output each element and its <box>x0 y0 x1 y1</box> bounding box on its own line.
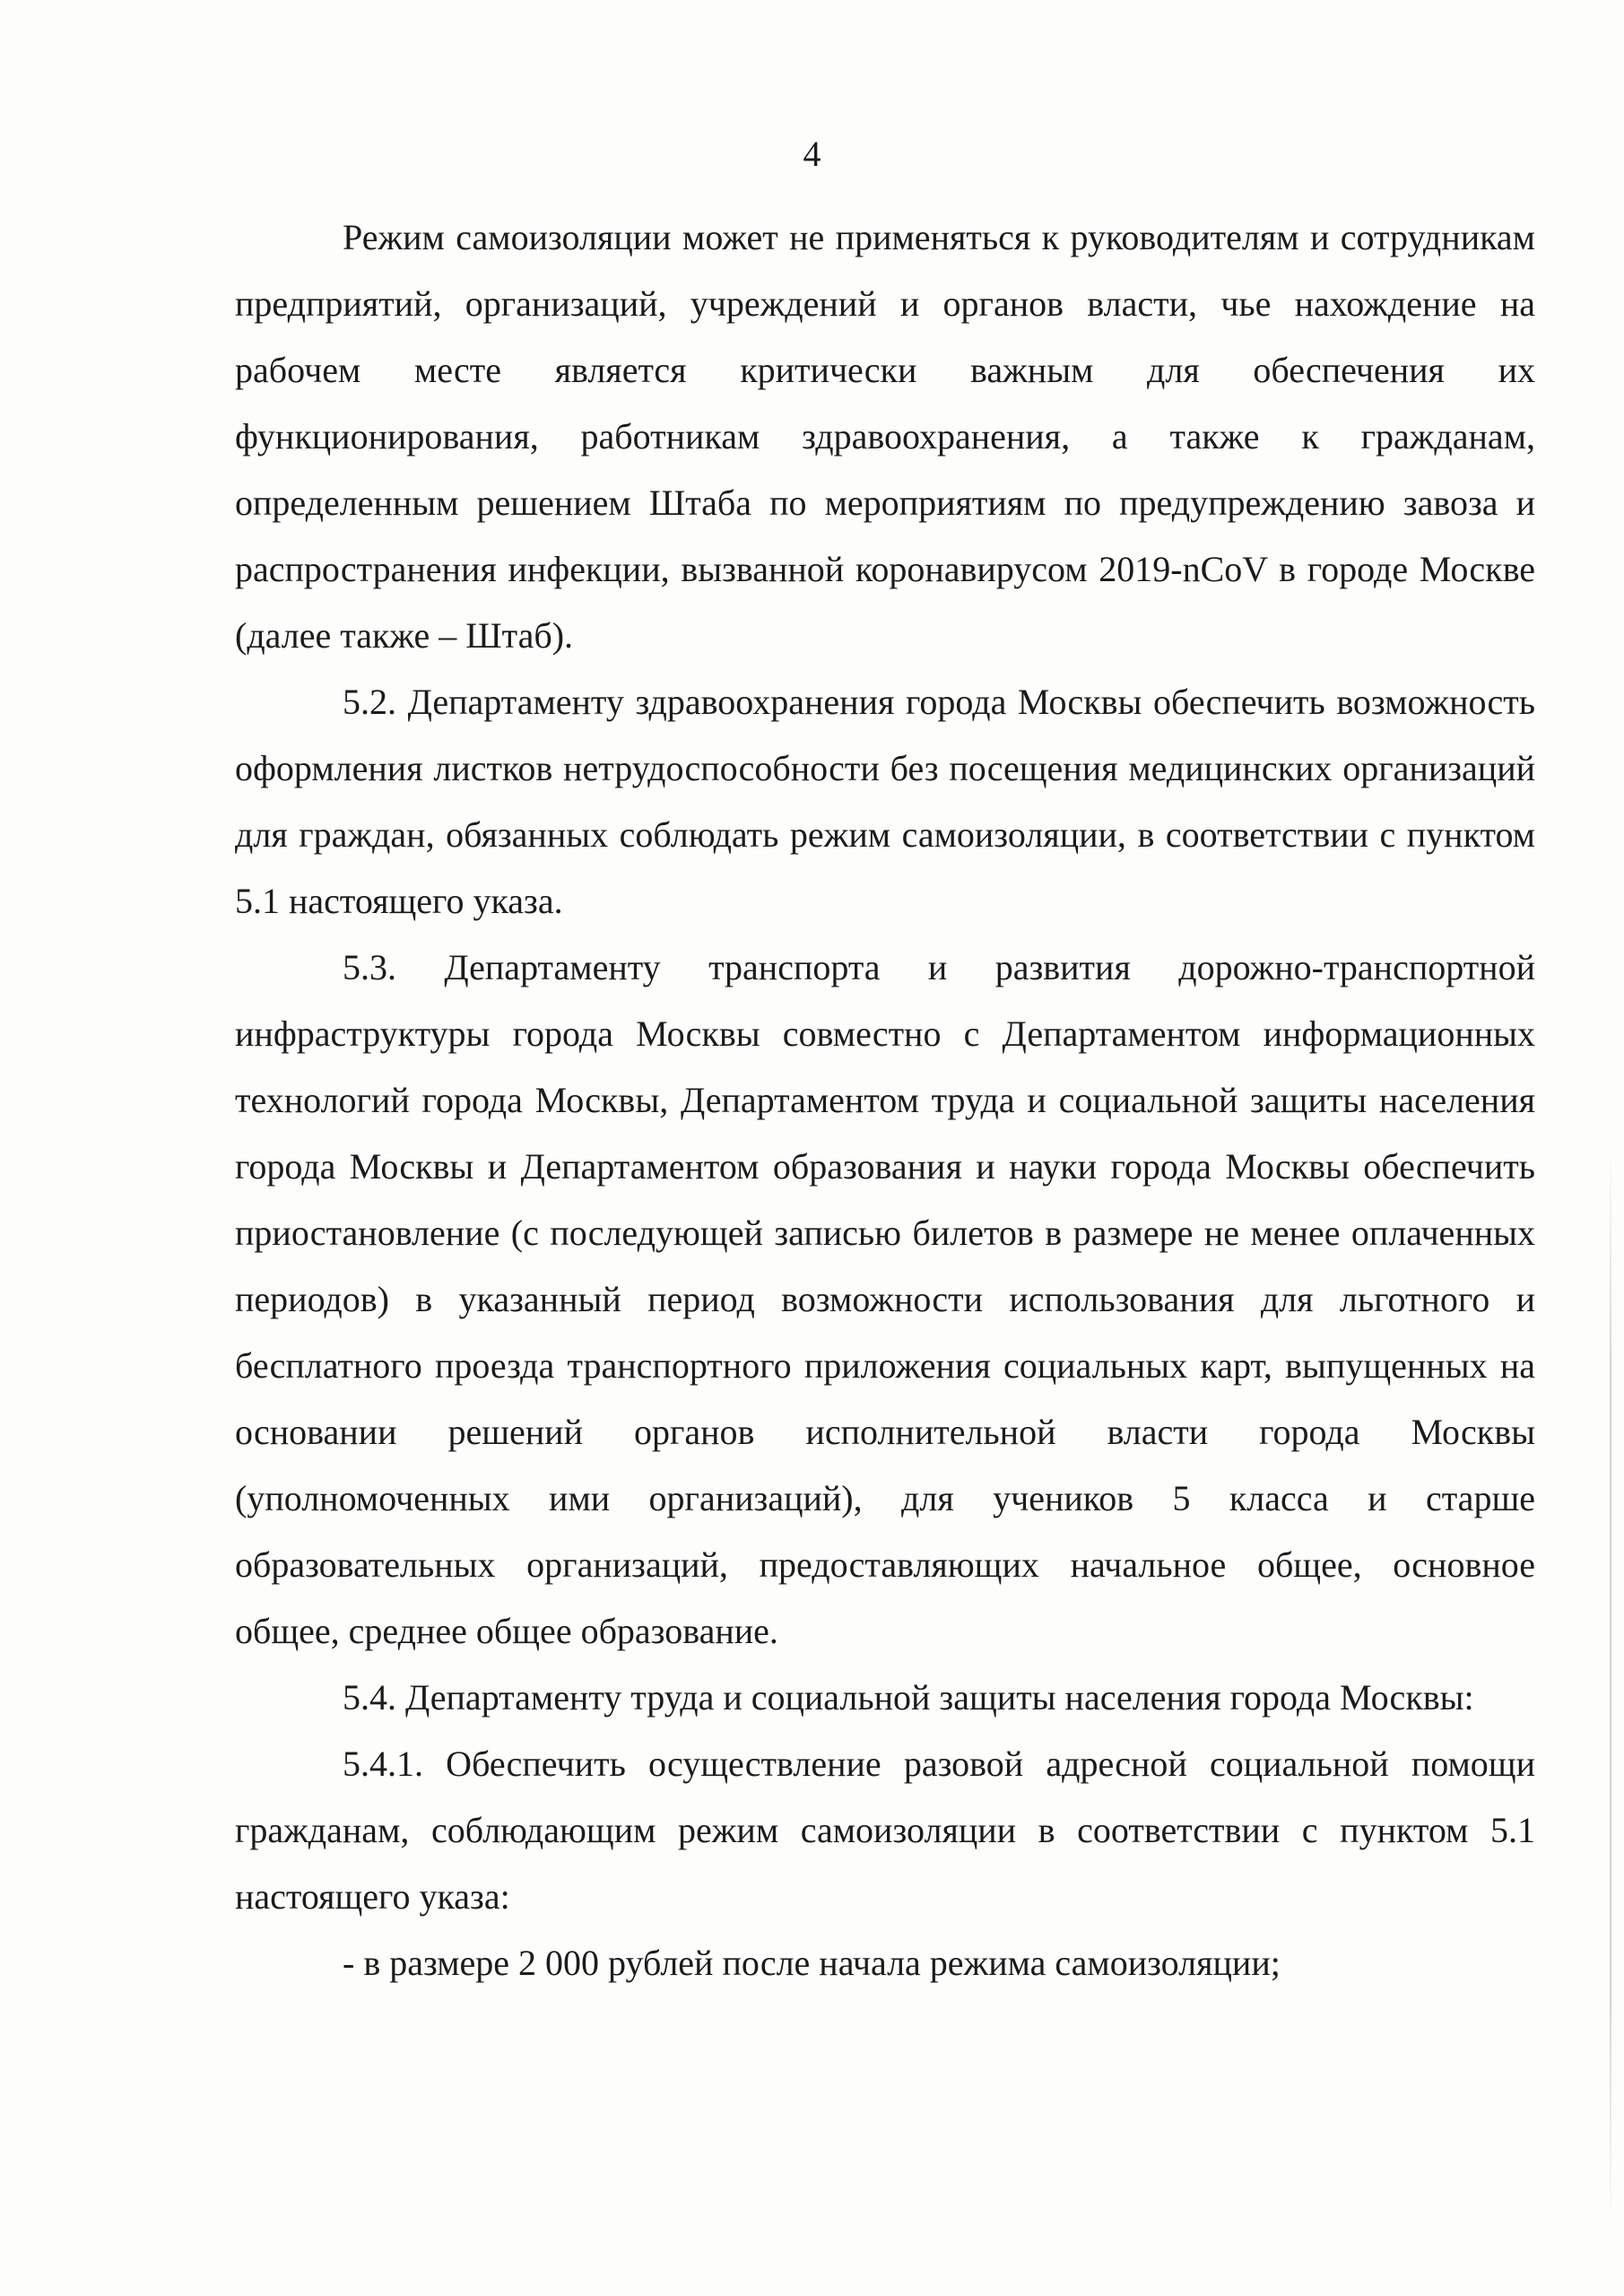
page-number: 4 <box>803 134 821 174</box>
paragraph-5-2: 5.2. Департаменту здравоохранения города Москвы обеспечить возможность оформления листков нетрудоспособности без посещения медицинских организаций для граждан, обязанных соблюдать режим самоизоляции, в соответствии с пунктом 5.1 настоящего указа. <box>235 682 1535 921</box>
list-item-payment: - в размере 2 000 рублей после начала режима самоизоляции; <box>343 1943 1281 1983</box>
document-body <box>235 204 1535 1996</box>
scan-edge-shadow <box>1610 1148 1611 2224</box>
paragraph-5-4: 5.4. Департаменту труда и социальной защиты населения города Москвы: <box>343 1677 1474 1718</box>
paragraph-5-4-1: 5.4.1. Обеспечить осуществление разовой адресной социальной помощи гражданам, соблюдающим режим самоизоляции в соответствии с пунктом 5.1 настоящего указа: <box>235 1744 1535 1917</box>
paragraph-self-isolation-exemptions: Режим самоизоляции может не применяться к руководителям и сотрудникам предприятий, организаций, учреждений и органов власти, чье нахождение на рабочем месте является критически важным для обеспечения их функционирования, работникам здравоохранения, а также к гражданам, определенным решением Штаба по мероприятиям по предупреждению завоза и распространения инфекции, вызванной коронавирусом 2019-nCoV в городе Москве (далее также – Штаб). <box>235 217 1535 656</box>
paragraph-5-3: 5.3. Департаменту транспорта и развития дорожно-транспортной инфраструктуры города Москвы совместно с Департаментом информационных технологий города Москвы, Департаментом труда и социальной защиты населения города Москвы и Департаментом образования и науки города Москвы обеспечить приостановление (с последующей записью билетов в размере не менее оплаченных периодов) в указанный период возможности использования для льготного и бесплатного проезда транспортного приложения социальных карт, выпущенных на основании решений органов исполнительной власти города Москвы (уполномоченных ими организаций), для учеников 5 класса и старше образовательных организаций, предоставляющих начальное общее, основное общее, среднее общее образование. <box>235 947 1535 1651</box>
